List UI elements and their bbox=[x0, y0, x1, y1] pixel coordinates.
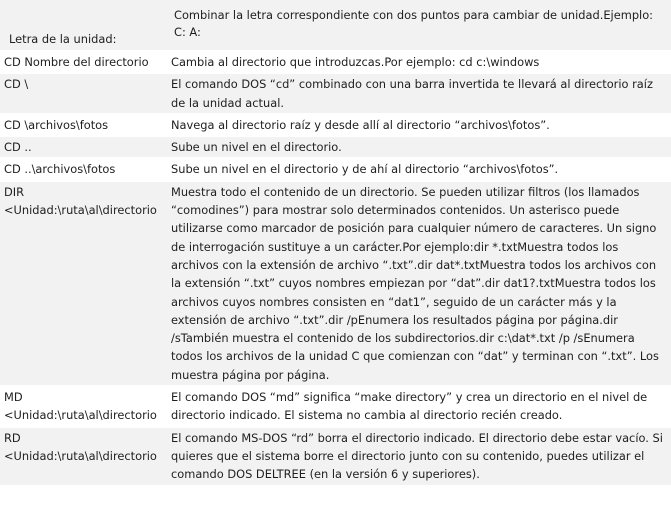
header-drive-instructions: Combinar la letra correspondiente con dos puntos para cambiar de unidad.Ejemplo: C: A: bbox=[174, 8, 654, 39]
table-header-row bbox=[0, 0, 671, 52]
description-cell: El comando DOS “cd” combinado con una barra invertida te llevará al directorio raíz de la unidad actual. bbox=[171, 77, 653, 110]
command-cell: MD <Unidad:\ruta\al\directorio bbox=[4, 390, 157, 423]
table-row bbox=[0, 182, 671, 387]
table-row bbox=[0, 159, 671, 181]
command-cell: CD ..\archivos\fotos bbox=[4, 162, 116, 177]
command-cell: RD <Unidad:\ruta\al\directorio bbox=[4, 430, 157, 463]
command-cell: CD .. bbox=[4, 140, 32, 155]
table-row bbox=[0, 137, 671, 159]
command-cell: CD \archivos\fotos bbox=[4, 117, 109, 132]
description-cell: Cambia al directorio que introduzcas.Por ejemplo: cd c:\windows bbox=[171, 55, 540, 69]
description-cell: Sube un nivel en el directorio y de ahí al directorio “archivos\fotos”. bbox=[171, 162, 559, 177]
description-cell: El comando DOS “md” significa “make directory” y crea un directorio en el nivel de directorio indicado. El sistema no cambia al directorio recién creado. bbox=[171, 390, 648, 423]
command-cell: CD \ bbox=[4, 77, 29, 92]
command-cell: DIR <Unidad:\ruta\al\directorio bbox=[4, 184, 157, 218]
table-row bbox=[0, 387, 671, 428]
description-cell: Navega al directorio raíz y desde allí al directorio “archivos\fotos”. bbox=[171, 117, 550, 132]
table-row bbox=[0, 115, 671, 137]
table-row bbox=[0, 428, 671, 487]
table-row bbox=[0, 74, 671, 115]
header-drive-letter: Letra de la unidad: bbox=[9, 32, 117, 46]
description-cell: Sube un nivel en el directorio. bbox=[171, 140, 342, 155]
description-cell: El comando MS-DOS “rd” borra el directorio indicado. El directorio debe estar vacío. Si quieres que el sistema borre el directorio junto con su contenido, puedes utilizar el comando DOS DELTREE (en la versión 6 y superiores). bbox=[171, 430, 663, 482]
command-cell: CD Nombre del directorio bbox=[4, 55, 149, 69]
description-cell: Muestra todo el contenido de un directorio. Se pueden utilizar filtros (los llamados “comodines”) para mostrar solo determinados contenidos. Un asterisco puede utilizarse como marcador de posición para cualquier número de caracteres. Un signo de interrogación sustituye a un carácter.Por ejemplo:dir *.txtMuestra todos los archivos con la extensión de archivo “.txt”.dir dat*.txtMuestra todos los archivos con la extensión “.txt” cuyos nombres empiezan por “dat”.dir dat1?.txtMuestra todos los archivos cuyos nombres consisten en “dat1”, seguido de un carácter más y la extensión de archivo “.txt”.dir /pEnumera los resultados página por página.dir /sTambién muestra el contenido de los subdirectorios.dir c:\dat*.txt /p /sEnumera todos los archivos de la unidad C que comienzan con “dat” y terminan con “.txt”. Los muestra página por página. bbox=[171, 184, 659, 382]
table-row bbox=[0, 52, 671, 74]
